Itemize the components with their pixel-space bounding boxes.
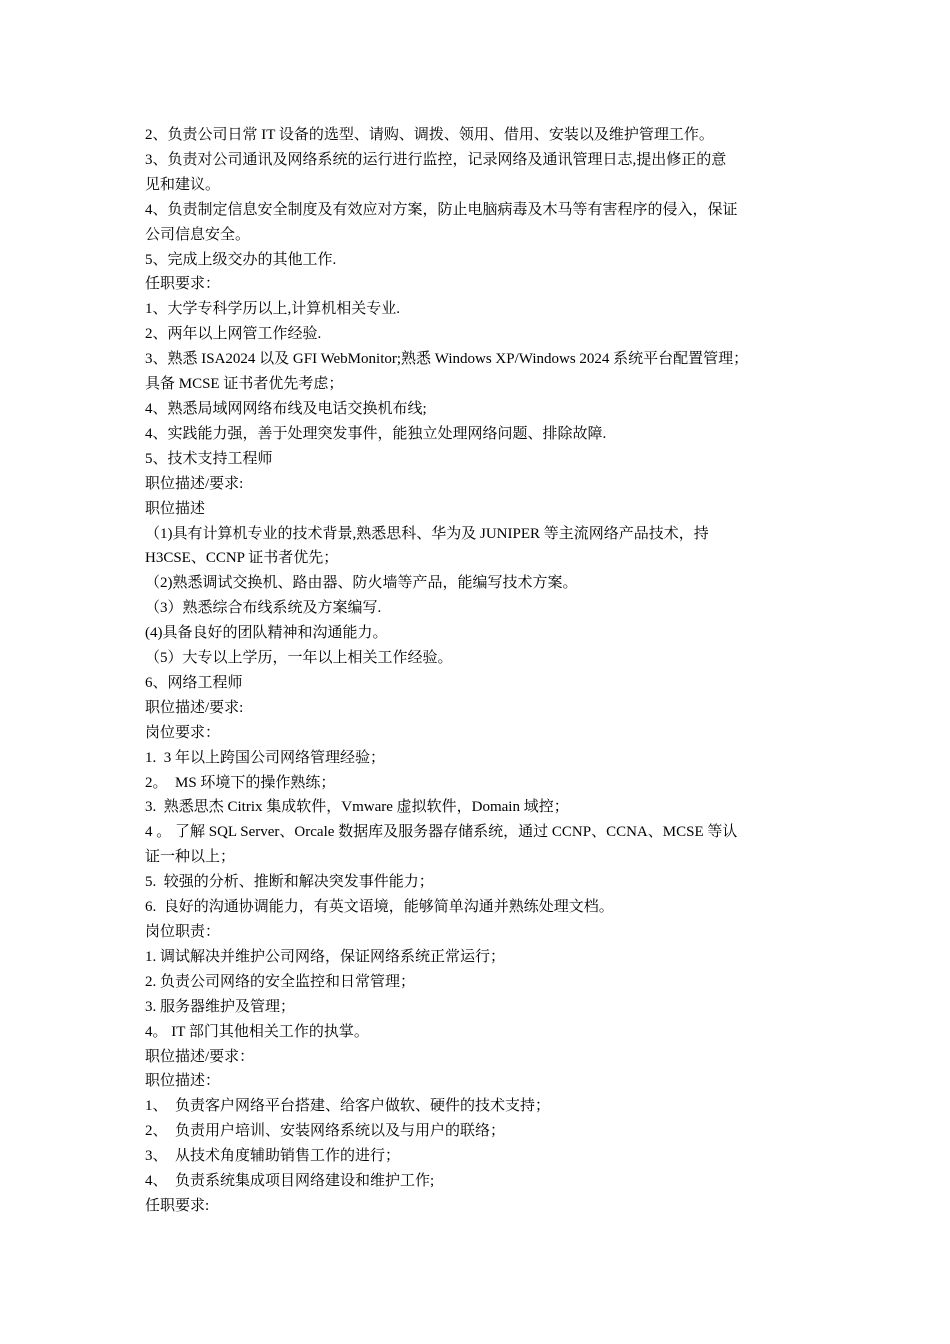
text-line: 4 。 了解 SQL Server、Orcale 数据库及服务器存储系统，通过 CCNP、CCNA、MCSE 等认 bbox=[145, 824, 738, 841]
text-line: 4。 IT 部门其他相关工作的执掌。 bbox=[145, 1023, 369, 1040]
text-line: 4、负责制定信息安全制度及有效应对方案，防止电脑病毒及木马等有害程序的侵入，保证 bbox=[145, 201, 738, 218]
text-line: （1)具有计算机专业的技术背景,熟悉思科、华为及 JUNIPER 等主流网络产品技术，持 bbox=[145, 525, 709, 542]
text-line: 3、 从技术角度辅助销售工作的进行； bbox=[145, 1148, 401, 1165]
text-line: (4)具备良好的团队精神和沟通能力。 bbox=[145, 625, 388, 642]
text-line: 具备 MCSE 证书者优先考虑； bbox=[145, 376, 344, 393]
section-heading: 职位描述 bbox=[145, 500, 206, 517]
text-line: 3. 服务器维护及管理； bbox=[145, 998, 296, 1015]
section-heading: 职位描述： bbox=[145, 1073, 221, 1090]
text-line: 5、完成上级交办的其他工作. bbox=[145, 251, 337, 268]
text-line: 2、 负责用户培训、安装网络系统以及与用户的联络； bbox=[145, 1123, 506, 1140]
text-line: 4、 负责系统集成项目网络建设和维护工作; bbox=[145, 1173, 435, 1190]
text-line: 2. 负责公司网络的安全监控和日常管理； bbox=[145, 973, 416, 990]
text-line: 2、负责公司日常 IT 设备的选型、请购、调拨、领用、借用、安装以及维护管理工作。 bbox=[145, 127, 714, 143]
job-title: 5、技术支持工程师 bbox=[145, 450, 273, 467]
section-heading: 任职要求： bbox=[145, 276, 221, 293]
text-line: H3CSE、CCNP 证书者优先； bbox=[145, 550, 339, 567]
section-heading: 岗位要求： bbox=[145, 724, 221, 741]
text-line: 3. 熟悉思杰 Citrix 集成软件，Vmware 虚拟软件，Domain 域控； bbox=[145, 799, 569, 816]
section-heading: 职位描述/要求: bbox=[145, 475, 244, 492]
text-line: （5）大专以上学历，一年以上相关工作经验。 bbox=[145, 650, 453, 667]
text-line: 5. 较强的分析、推断和解决突发事件能力； bbox=[145, 874, 434, 891]
text-line: 2。 MS 环境下的操作熟练； bbox=[145, 774, 336, 791]
section-heading: 任职要求: bbox=[145, 1197, 210, 1214]
text-line: 3、负责对公司通讯及网络系统的运行进行监控，记录网络及通讯管理日志,提出修正的意 bbox=[145, 151, 727, 168]
text-line: 1、大学专科学历以上,计算机相关专业. bbox=[145, 301, 401, 318]
text-line: 公司信息安全。 bbox=[145, 226, 251, 243]
text-line: 1. 调试解决并维护公司网络，保证网络系统正常运行； bbox=[145, 948, 506, 965]
section-heading: 职位描述/要求: bbox=[145, 699, 244, 716]
text-line: （3）熟悉综合布线系统及方案编写. bbox=[145, 600, 382, 617]
text-line: 1、 负责客户网络平台搭建、给客户做软、硬件的技术支持； bbox=[145, 1098, 551, 1115]
section-heading: 职位描述/要求： bbox=[145, 1048, 255, 1065]
text-line: 证一种以上； bbox=[145, 849, 236, 866]
text-line: 3、熟悉 ISA2024 以及 GFI WebMonitor;熟悉 Windows XP/Windows 2024 系统平台配置管理； bbox=[145, 351, 749, 368]
job-title: 6、网络工程师 bbox=[145, 674, 243, 691]
text-line: 4、实践能力强，善于处理突发事件，能独立处理网络问题、排除故障. bbox=[145, 425, 607, 442]
text-line: 6. 良好的沟通协调能力，有英文语境，能够简单沟通并熟练处理文档。 bbox=[145, 899, 614, 916]
text-line: （2)熟悉调试交换机、路由器、防火墙等产品，能编写技术方案。 bbox=[145, 575, 578, 592]
text-line: 2、两年以上网管工作经验. bbox=[145, 326, 322, 343]
section-heading: 岗位职责： bbox=[145, 924, 221, 940]
document-body bbox=[145, 123, 817, 1219]
text-line: 4、熟悉局域网网络布线及电话交换机布线; bbox=[145, 400, 427, 417]
text-line: 1. 3 年以上跨国公司网络管理经验； bbox=[145, 749, 386, 766]
text-line: 见和建议。 bbox=[145, 176, 221, 193]
